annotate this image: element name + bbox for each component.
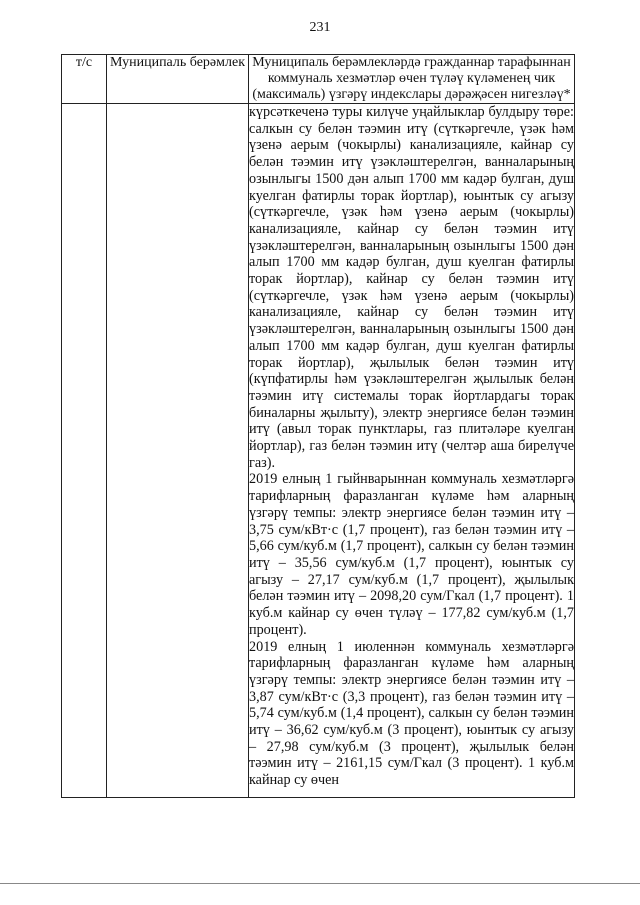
bottom-divider — [0, 883, 640, 884]
paragraph-tariffs-jul-2019: 2019 елның 1 июленнән коммуналь хезмәтләргә тарифларның фаразланган күләме һәм аларның үзгәрү темпы: электр энергиясе белән тәэмин итү – 3,87 сум/кВт·с (3,3 процент), газ белән тәэмин итү – 5,74 сум/куб.м (1,4 процент), салкын су белән тәэмин итү – 36,62 сум/куб.м (3 процент), юынтык су агызу – 27,98 сум/куб.м (3 процент), җылылык белән тәэмин итү – 2161,15 сум/Гкал (3 процент). 1 куб.м кайнар су өчен — [249, 638, 574, 789]
cell-number — [62, 104, 107, 798]
page-number: 231 — [309, 20, 331, 35]
indices-table — [61, 54, 575, 798]
paragraph-tariffs-jan-2019: 2019 елның 1 гыйнварыннан коммуналь хезмәтләргә тарифларның фаразланган күләме һәм аларның үзгәрү темпы: электр энергиясе белән тәэмин итү – 3,75 сум/кВт·с (1,7 процент), газ белән тәэмин итү – 5,66 сум/куб.м (1,7 процент), салкын су белән тәэмин итү – 35,56 сум/куб.м (1,7 процент), юынтык су агызу – 27,17 сум/куб.м (1,7 процент), җылылык белән тәэмин итү – 2098,20 сум/Гкал (1,7 процент). 1 куб.м кайнар су өчен түләү – 177,82 сум/куб.м (1,7 процент). — [249, 471, 574, 638]
paragraph-amenities: күрсәткеченә туры килүче уңайлыклар булдыру төре: салкын су белән тәэмин итү (сүткәргечле, үзәк һәм үзенә аерым (чокырлы) канализацияле, кайнар су белән тәэмин итү үзәкләштерелгән, ванналарының озынлыгы 1500 дән алып 1700 мм кадәр булган, душ куелган фатирлы торак йортлар), юынтык су агызу (сүткәргечле, үзәк һәм үзенә аерым (чокырлы) канализацияле, кайнар су белән тәэмин итү үзәкләштерелгән, ванналарының озынлыгы 1500 дән алып 1700 мм кадәр булган, душ куелган фатирлы торак йортлар), кайнар су белән тәэмин итү (сүткәргечле, үзәк һәм үзенә аерым (чокырлы) канализацияле, кайнар су белән тәэмин итү үзәкләштерелгән, ванналарының озынлыгы 1500 дән алып 1700 мм кадәр булган, душ куелган фатирлы торак йортлар), җылылык белән тәэмин итү (күпфатирлы һәм үзәкләштерелгән җылылык белән тәэмин итү системалы торак йортлардагы торак биналарны җылыту), электр энергиясе белән тәэмин итү (авыл торак пунктлары, газ плитәләре куелган йортлар), газ белән тәэмин итү (челтәр аша бирелүче газ). — [249, 104, 574, 471]
table-header-row — [62, 55, 575, 104]
cell-justification — [249, 104, 575, 798]
header-municipality: Муниципаль берәмлек — [107, 55, 249, 104]
header-number: т/с — [62, 55, 107, 104]
header-justification: Муниципаль берәмлекләрдә гражданнар тарафыннан коммуналь хезмәтләр өчен түләү күләменең чик (максималь) үзгәрү индекслары дәрәҗәсен нигезләү* — [249, 55, 575, 104]
table-row — [62, 104, 575, 798]
cell-municipality — [107, 104, 249, 798]
